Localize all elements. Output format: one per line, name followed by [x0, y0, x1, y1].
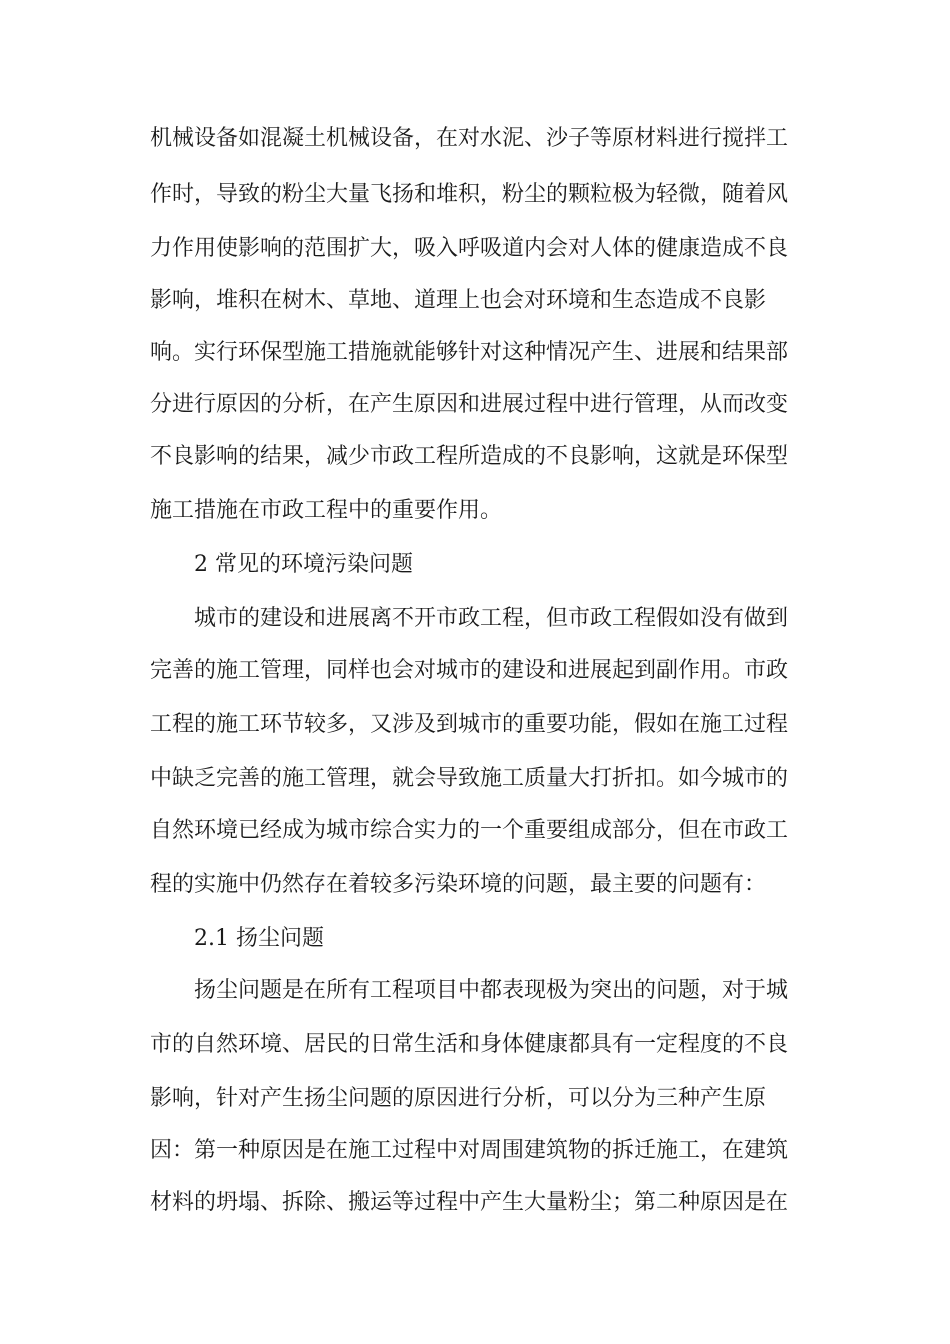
- paragraph-1-line-4: 影响，堆积在树木、草地、道理上也会对环境和生态造成不良影: [150, 288, 767, 313]
- paragraph-3-line-4: 因：第一种原因是在施工过程中对周围建筑物的拆迁施工，在建筑: [150, 1138, 789, 1163]
- paragraph-2-line-5: 自然环境已经成为城市综合实力的一个重要组成部分，但在市政工: [150, 818, 789, 843]
- paragraph-3-line-2: 市的自然环境、居民的日常生活和身体健康都具有一定程度的不良: [150, 1032, 789, 1057]
- paragraph-1-line-1: 机械设备如混凝土机械设备，在对水泥、沙子等原材料进行搅拌工: [150, 126, 789, 151]
- paragraph-2-line-1: 城市的建设和进展离不开市政工程，但市政工程假如没有做到: [194, 606, 789, 631]
- paragraph-1-line-5: 响。实行环保型施工措施就能够针对这种情况产生、进展和结果部: [150, 340, 789, 365]
- paragraph-3-line-1: 扬尘问题是在所有工程项目中都表现极为突出的问题，对于城: [194, 978, 789, 1003]
- paragraph-2-line-2: 完善的施工管理，同样也会对城市的建设和进展起到副作用。市政: [150, 658, 789, 683]
- paragraph-1-line-2: 作时，导致的粉尘大量飞扬和堆积，粉尘的颗粒极为轻微，随着风: [150, 182, 789, 207]
- paragraph-1-line-6: 分进行原因的分析，在产生原因和进展过程中进行管理，从而改变: [150, 392, 789, 417]
- section-heading-2-1: 2.1 扬尘问题: [194, 926, 324, 951]
- paragraph-2-line-3: 工程的施工环节较多，又涉及到城市的重要功能，假如在施工过程: [150, 712, 789, 737]
- paragraph-1-line-7: 不良影响的结果，减少市政工程所造成的不良影响，这就是环保型: [150, 444, 789, 469]
- paragraph-3-line-5: 材料的坍塌、拆除、搬运等过程中产生大量粉尘；第二种原因是在: [150, 1190, 789, 1215]
- paragraph-2-line-6: 程的实施中仍然存在着较多污染环境的问题，最主要的问题有：: [150, 872, 767, 897]
- paragraph-3-line-3: 影响，针对产生扬尘问题的原因进行分析，可以分为三种产生原: [150, 1086, 767, 1111]
- paragraph-1-line-8: 施工措施在市政工程中的重要作用。: [150, 498, 503, 523]
- section-heading-2: 2 常见的环境污染问题: [194, 552, 413, 577]
- paragraph-1-line-3: 力作用使影响的范围扩大，吸入呼吸道内会对人体的健康造成不良: [150, 236, 789, 261]
- paragraph-2-line-4: 中缺乏完善的施工管理，就会导致施工质量大打折扣。如今城市的: [150, 766, 789, 791]
